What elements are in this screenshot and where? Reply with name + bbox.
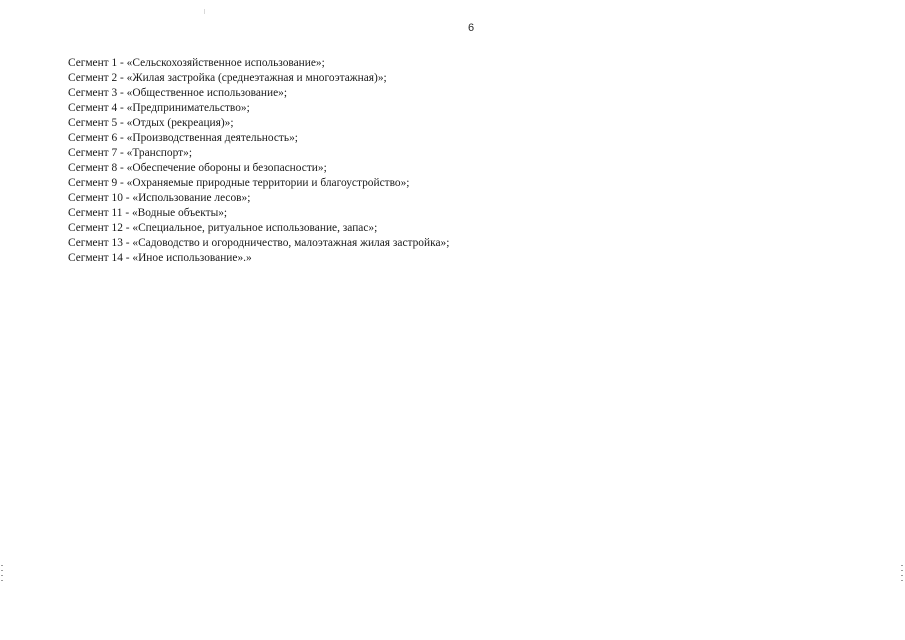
edge-tick — [901, 565, 903, 566]
edge-tick — [901, 570, 903, 571]
edge-tick — [901, 580, 903, 581]
segment-list — [68, 56, 449, 266]
page-number: 6 — [468, 22, 475, 34]
segment-item-5: Сегмент 5 - «Отдых (рекреация)»; — [68, 117, 234, 129]
edge-tick — [1, 580, 3, 581]
segment-item-2: Сегмент 2 - «Жилая застройка (среднеэтажная и многоэтажная)»; — [68, 72, 387, 84]
edge-tick — [1, 565, 3, 566]
segment-item-8: Сегмент 8 - «Обеспечение обороны и безопасности»; — [68, 162, 327, 174]
segment-item-9: Сегмент 9 - «Охраняемые природные территории и благоустройство»; — [68, 177, 410, 189]
segment-item-11: Сегмент 11 - «Водные объекты»; — [68, 207, 228, 219]
segment-item-13: Сегмент 13 - «Садоводство и огородничество, малоэтажная жилая застройка»; — [68, 237, 450, 249]
scan-artifact — [204, 9, 205, 14]
edge-tick — [901, 575, 903, 576]
segment-item-12: Сегмент 12 - «Специальное, ритуальное использование, запас»; — [68, 222, 378, 234]
segment-item-7: Сегмент 7 - «Транспорт»; — [68, 147, 192, 159]
segment-item-4: Сегмент 4 - «Предпринимательство»; — [68, 102, 250, 114]
left-edge-marks — [1, 565, 3, 587]
segment-item-6: Сегмент 6 - «Производственная деятельность»; — [68, 132, 298, 144]
segment-item-3: Сегмент 3 - «Общественное использование»; — [68, 87, 288, 99]
edge-tick — [1, 575, 3, 576]
right-edge-marks — [901, 565, 903, 587]
edge-tick — [1, 570, 3, 571]
segment-item-10: Сегмент 10 - «Использование лесов»; — [68, 192, 251, 204]
segment-item-14: Сегмент 14 - «Иное использование».» — [68, 252, 252, 264]
segment-item-1: Сегмент 1 - «Сельскохозяйственное использование»; — [68, 57, 325, 69]
